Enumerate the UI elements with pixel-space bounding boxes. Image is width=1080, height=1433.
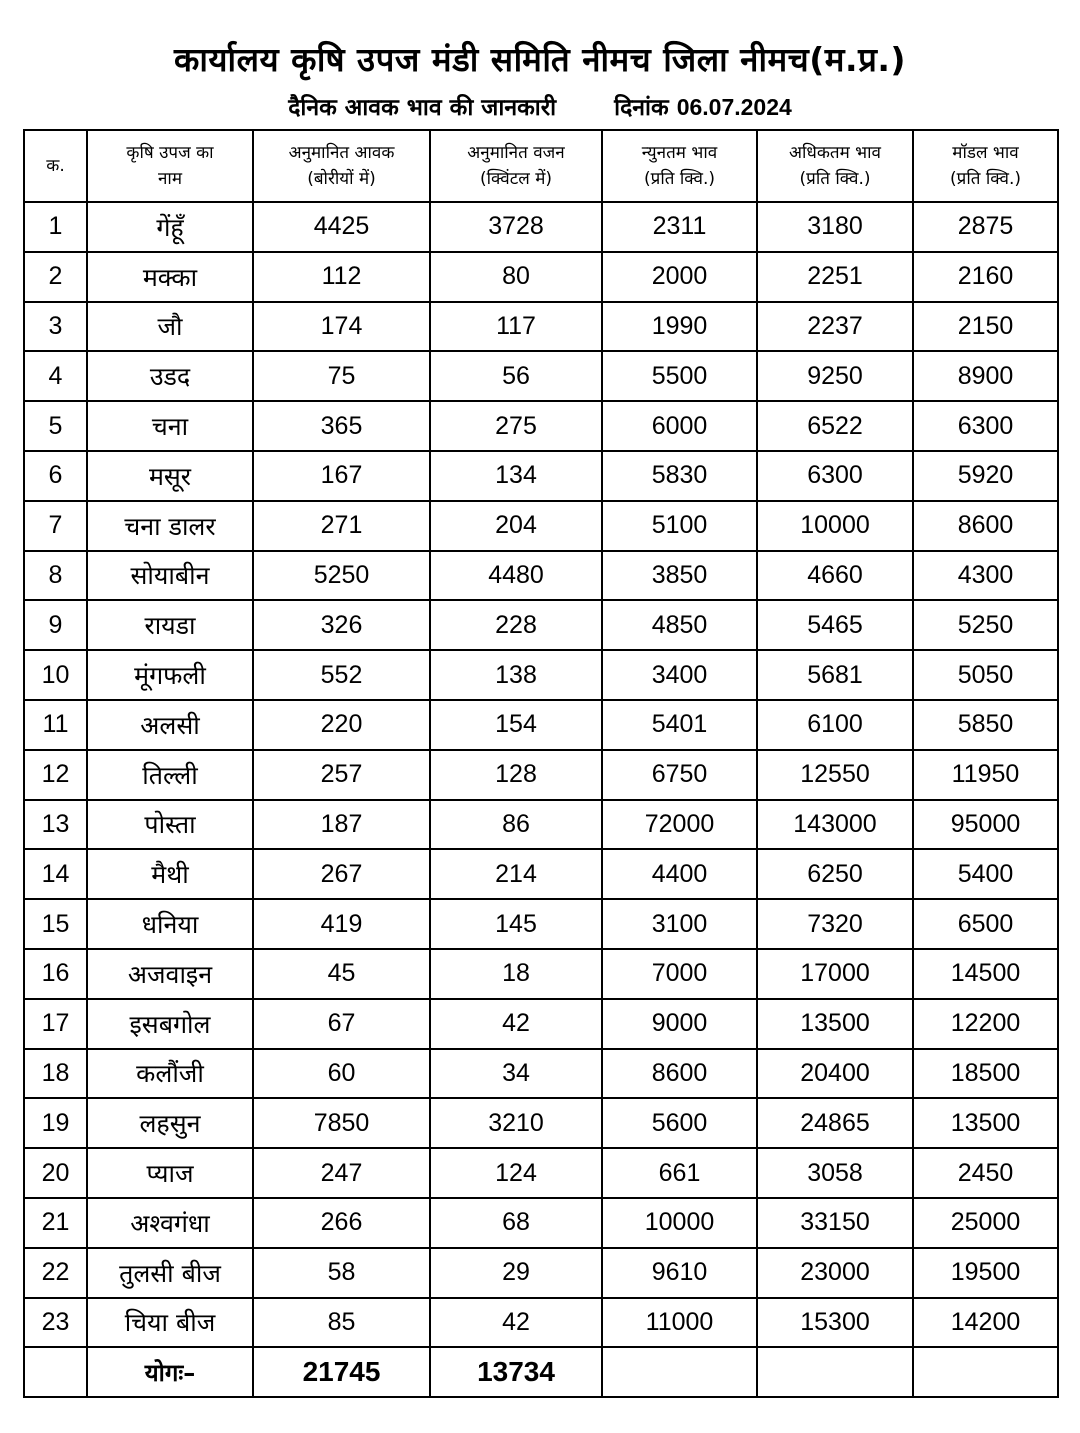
min-price-cell: 10000 xyxy=(602,1198,757,1248)
crop-name-cell: चना xyxy=(87,401,253,451)
modal-price-cell: 5920 xyxy=(913,451,1058,501)
crop-name-cell: अलसी xyxy=(87,700,253,750)
serial-number-cell: 19 xyxy=(24,1098,87,1148)
modal-price-cell: 8600 xyxy=(913,501,1058,551)
arrival-cell: 85 xyxy=(253,1298,430,1348)
crop-name-cell: जौ xyxy=(87,302,253,352)
modal-price-cell: 12200 xyxy=(913,999,1058,1049)
table-row xyxy=(24,1248,1058,1298)
min-price-cell: 9610 xyxy=(602,1248,757,1298)
arrival-cell: 365 xyxy=(253,401,430,451)
weight-cell: 128 xyxy=(430,750,602,800)
serial-number-cell: 10 xyxy=(24,650,87,700)
modal-price-cell: 14500 xyxy=(913,949,1058,999)
arrival-cell: 326 xyxy=(253,600,430,650)
report-date: 06.07.2024 xyxy=(676,94,792,120)
modal-price-cell: 5400 xyxy=(913,849,1058,899)
weight-cell: 117 xyxy=(430,302,602,352)
weight-cell: 68 xyxy=(430,1198,602,1248)
serial-number-cell: 4 xyxy=(24,351,87,401)
weight-cell: 204 xyxy=(430,501,602,551)
weight-cell: 80 xyxy=(430,252,602,302)
serial-number-cell: 13 xyxy=(24,800,87,850)
modal-price-cell: 2450 xyxy=(913,1148,1058,1198)
min-price-cell: 9000 xyxy=(602,999,757,1049)
crop-name-cell: चिया बीज xyxy=(87,1298,253,1348)
table-header-row xyxy=(24,130,1058,202)
table-row xyxy=(24,650,1058,700)
max-price-cell: 2237 xyxy=(757,302,913,352)
table-row xyxy=(24,1198,1058,1248)
modal-price-cell: 6300 xyxy=(913,401,1058,451)
serial-number-cell: 2 xyxy=(24,252,87,302)
crop-name-cell: धनिया xyxy=(87,899,253,949)
arrival-cell: 4425 xyxy=(253,202,430,252)
serial-number-cell: 14 xyxy=(24,849,87,899)
max-price-cell: 3180 xyxy=(757,202,913,252)
max-price-cell: 24865 xyxy=(757,1098,913,1148)
modal-price-cell: 2150 xyxy=(913,302,1058,352)
max-price-cell: 5681 xyxy=(757,650,913,700)
max-price-cell: 10000 xyxy=(757,501,913,551)
weight-cell: 29 xyxy=(430,1248,602,1298)
modal-price-cell: 13500 xyxy=(913,1098,1058,1148)
min-price-cell: 661 xyxy=(602,1148,757,1198)
min-price-cell: 8600 xyxy=(602,1049,757,1099)
arrival-cell: 267 xyxy=(253,849,430,899)
header-estimated-weight: अनुमानित वजन (क्विंटल में) xyxy=(430,130,602,202)
total-arrivals: 21745 xyxy=(253,1347,430,1397)
max-price-cell: 15300 xyxy=(757,1298,913,1348)
max-price-cell: 33150 xyxy=(757,1198,913,1248)
table-row xyxy=(24,800,1058,850)
min-price-cell: 7000 xyxy=(602,949,757,999)
max-price-cell: 7320 xyxy=(757,899,913,949)
total-min-price-cell xyxy=(602,1347,757,1397)
arrival-cell: 167 xyxy=(253,451,430,501)
page-title: कार्यालय कृषि उपज मंडी समिति नीमच जिला नीमच(म.प्र.) xyxy=(174,40,906,79)
table-row xyxy=(24,202,1058,252)
weight-cell: 86 xyxy=(430,800,602,850)
min-price-cell: 6000 xyxy=(602,401,757,451)
serial-number-cell: 23 xyxy=(24,1298,87,1348)
serial-number-cell: 15 xyxy=(24,899,87,949)
table-row xyxy=(24,1049,1058,1099)
crop-name-cell: कलौंजी xyxy=(87,1049,253,1099)
table-body xyxy=(24,202,1058,1347)
modal-price-cell: 8900 xyxy=(913,351,1058,401)
serial-number-cell: 3 xyxy=(24,302,87,352)
crop-name-cell: प्याज xyxy=(87,1148,253,1198)
crop-name-cell: तुलसी बीज xyxy=(87,1248,253,1298)
crop-name-cell: लहसुन xyxy=(87,1098,253,1148)
crop-name-cell: मक्का xyxy=(87,252,253,302)
min-price-cell: 5100 xyxy=(602,501,757,551)
max-price-cell: 23000 xyxy=(757,1248,913,1298)
min-price-cell: 5600 xyxy=(602,1098,757,1148)
weight-cell: 134 xyxy=(430,451,602,501)
table-row xyxy=(24,750,1058,800)
weight-cell: 138 xyxy=(430,650,602,700)
crop-name-cell: उडद xyxy=(87,351,253,401)
min-price-cell: 4850 xyxy=(602,600,757,650)
max-price-cell: 13500 xyxy=(757,999,913,1049)
crop-name-cell: सोयाबीन xyxy=(87,551,253,601)
max-price-cell: 143000 xyxy=(757,800,913,850)
table-row xyxy=(24,252,1058,302)
arrival-cell: 187 xyxy=(253,800,430,850)
arrival-cell: 257 xyxy=(253,750,430,800)
serial-number-cell: 16 xyxy=(24,949,87,999)
arrival-cell: 75 xyxy=(253,351,430,401)
max-price-cell: 5465 xyxy=(757,600,913,650)
serial-number-cell: 8 xyxy=(24,551,87,601)
serial-number-cell: 20 xyxy=(24,1148,87,1198)
weight-cell: 56 xyxy=(430,351,602,401)
arrival-cell: 271 xyxy=(253,501,430,551)
weight-cell: 275 xyxy=(430,401,602,451)
crop-name-cell: गेंहूँ xyxy=(87,202,253,252)
max-price-cell: 6250 xyxy=(757,849,913,899)
arrival-cell: 419 xyxy=(253,899,430,949)
table-row xyxy=(24,1148,1058,1198)
total-label: योगः– xyxy=(87,1347,253,1397)
modal-price-cell: 2875 xyxy=(913,202,1058,252)
modal-price-cell: 4300 xyxy=(913,551,1058,601)
min-price-cell: 72000 xyxy=(602,800,757,850)
arrival-cell: 45 xyxy=(253,949,430,999)
serial-number-cell: 17 xyxy=(24,999,87,1049)
total-max-price-cell xyxy=(757,1347,913,1397)
weight-cell: 18 xyxy=(430,949,602,999)
table-row xyxy=(24,700,1058,750)
total-serial-cell xyxy=(24,1347,87,1397)
min-price-cell: 5830 xyxy=(602,451,757,501)
serial-number-cell: 22 xyxy=(24,1248,87,1298)
weight-cell: 4480 xyxy=(430,551,602,601)
arrival-cell: 174 xyxy=(253,302,430,352)
table-row xyxy=(24,401,1058,451)
min-price-cell: 2311 xyxy=(602,202,757,252)
header-minimum-price: न्युनतम भाव (प्रति क्वि.) xyxy=(602,130,757,202)
table-row xyxy=(24,551,1058,601)
min-price-cell: 2000 xyxy=(602,252,757,302)
crop-name-cell: चना डालर xyxy=(87,501,253,551)
max-price-cell: 20400 xyxy=(757,1049,913,1099)
header-serial-number: क. xyxy=(24,130,87,202)
max-price-cell: 6100 xyxy=(757,700,913,750)
max-price-cell: 6522 xyxy=(757,401,913,451)
crop-name-cell: अजवाइन xyxy=(87,949,253,999)
total-weight: 13734 xyxy=(430,1347,602,1397)
max-price-cell: 6300 xyxy=(757,451,913,501)
crop-name-cell: अश्वगंधा xyxy=(87,1198,253,1248)
arrival-cell: 5250 xyxy=(253,551,430,601)
weight-cell: 42 xyxy=(430,999,602,1049)
min-price-cell: 11000 xyxy=(602,1298,757,1348)
max-price-cell: 9250 xyxy=(757,351,913,401)
weight-cell: 145 xyxy=(430,899,602,949)
serial-number-cell: 7 xyxy=(24,501,87,551)
modal-price-cell: 25000 xyxy=(913,1198,1058,1248)
modal-price-cell: 5050 xyxy=(913,650,1058,700)
weight-cell: 42 xyxy=(430,1298,602,1348)
crop-name-cell: मैथी xyxy=(87,849,253,899)
arrival-cell: 58 xyxy=(253,1248,430,1298)
total-row xyxy=(24,1347,1058,1397)
report-subtitle xyxy=(0,89,1080,126)
max-price-cell: 3058 xyxy=(757,1148,913,1198)
header-crop-name: कृषि उपज का नाम xyxy=(87,130,253,202)
min-price-cell: 5500 xyxy=(602,351,757,401)
min-price-cell: 4400 xyxy=(602,849,757,899)
max-price-cell: 2251 xyxy=(757,252,913,302)
crop-name-cell: इसबगोल xyxy=(87,999,253,1049)
min-price-cell: 3400 xyxy=(602,650,757,700)
min-price-cell: 1990 xyxy=(602,302,757,352)
arrival-cell: 60 xyxy=(253,1049,430,1099)
serial-number-cell: 18 xyxy=(24,1049,87,1099)
serial-number-cell: 5 xyxy=(24,401,87,451)
table-row xyxy=(24,1298,1058,1348)
modal-price-cell: 95000 xyxy=(913,800,1058,850)
min-price-cell: 5401 xyxy=(602,700,757,750)
arrival-cell: 112 xyxy=(253,252,430,302)
serial-number-cell: 12 xyxy=(24,750,87,800)
weight-cell: 34 xyxy=(430,1049,602,1099)
weight-cell: 228 xyxy=(430,600,602,650)
crop-name-cell: रायडा xyxy=(87,600,253,650)
serial-number-cell: 21 xyxy=(24,1198,87,1248)
arrival-cell: 7850 xyxy=(253,1098,430,1148)
weight-cell: 3728 xyxy=(430,202,602,252)
crop-name-cell: मूंगफली xyxy=(87,650,253,700)
modal-price-cell: 5250 xyxy=(913,600,1058,650)
modal-price-cell: 14200 xyxy=(913,1298,1058,1348)
serial-number-cell: 1 xyxy=(24,202,87,252)
weight-cell: 154 xyxy=(430,700,602,750)
min-price-cell: 6750 xyxy=(602,750,757,800)
max-price-cell: 12550 xyxy=(757,750,913,800)
arrival-cell: 67 xyxy=(253,999,430,1049)
date-label: दिनांक xyxy=(614,95,669,121)
header-maximum-price: अधिकतम भाव (प्रति क्वि.) xyxy=(757,130,913,202)
modal-price-cell: 19500 xyxy=(913,1248,1058,1298)
serial-number-cell: 11 xyxy=(24,700,87,750)
table-row xyxy=(24,999,1058,1049)
crop-name-cell: तिल्ली xyxy=(87,750,253,800)
weight-cell: 3210 xyxy=(430,1098,602,1148)
modal-price-cell: 5850 xyxy=(913,700,1058,750)
mandi-rates-table xyxy=(23,129,1059,1398)
table-row xyxy=(24,351,1058,401)
arrival-cell: 220 xyxy=(253,700,430,750)
arrival-cell: 552 xyxy=(253,650,430,700)
max-price-cell: 17000 xyxy=(757,949,913,999)
arrival-cell: 266 xyxy=(253,1198,430,1248)
table-row xyxy=(24,849,1058,899)
table-row xyxy=(24,451,1058,501)
table-row xyxy=(24,899,1058,949)
min-price-cell: 3100 xyxy=(602,899,757,949)
subtitle-text: दैनिक आवक भाव की जानकारी xyxy=(288,95,557,121)
min-price-cell: 3850 xyxy=(602,551,757,601)
header-modal-price: मॉडल भाव (प्रति क्वि.) xyxy=(913,130,1058,202)
crop-name-cell: मसूर xyxy=(87,451,253,501)
modal-price-cell: 11950 xyxy=(913,750,1058,800)
total-modal-price-cell xyxy=(913,1347,1058,1397)
serial-number-cell: 9 xyxy=(24,600,87,650)
table-row xyxy=(24,949,1058,999)
table-row xyxy=(24,1098,1058,1148)
modal-price-cell: 2160 xyxy=(913,252,1058,302)
weight-cell: 214 xyxy=(430,849,602,899)
weight-cell: 124 xyxy=(430,1148,602,1198)
crop-name-cell: पोस्ता xyxy=(87,800,253,850)
max-price-cell: 4660 xyxy=(757,551,913,601)
modal-price-cell: 18500 xyxy=(913,1049,1058,1099)
table-row xyxy=(24,302,1058,352)
table-row xyxy=(24,501,1058,551)
modal-price-cell: 6500 xyxy=(913,899,1058,949)
serial-number-cell: 6 xyxy=(24,451,87,501)
table-row xyxy=(24,600,1058,650)
header-estimated-arrival: अनुमानित आवक (बोरीयों में) xyxy=(253,130,430,202)
arrival-cell: 247 xyxy=(253,1148,430,1198)
